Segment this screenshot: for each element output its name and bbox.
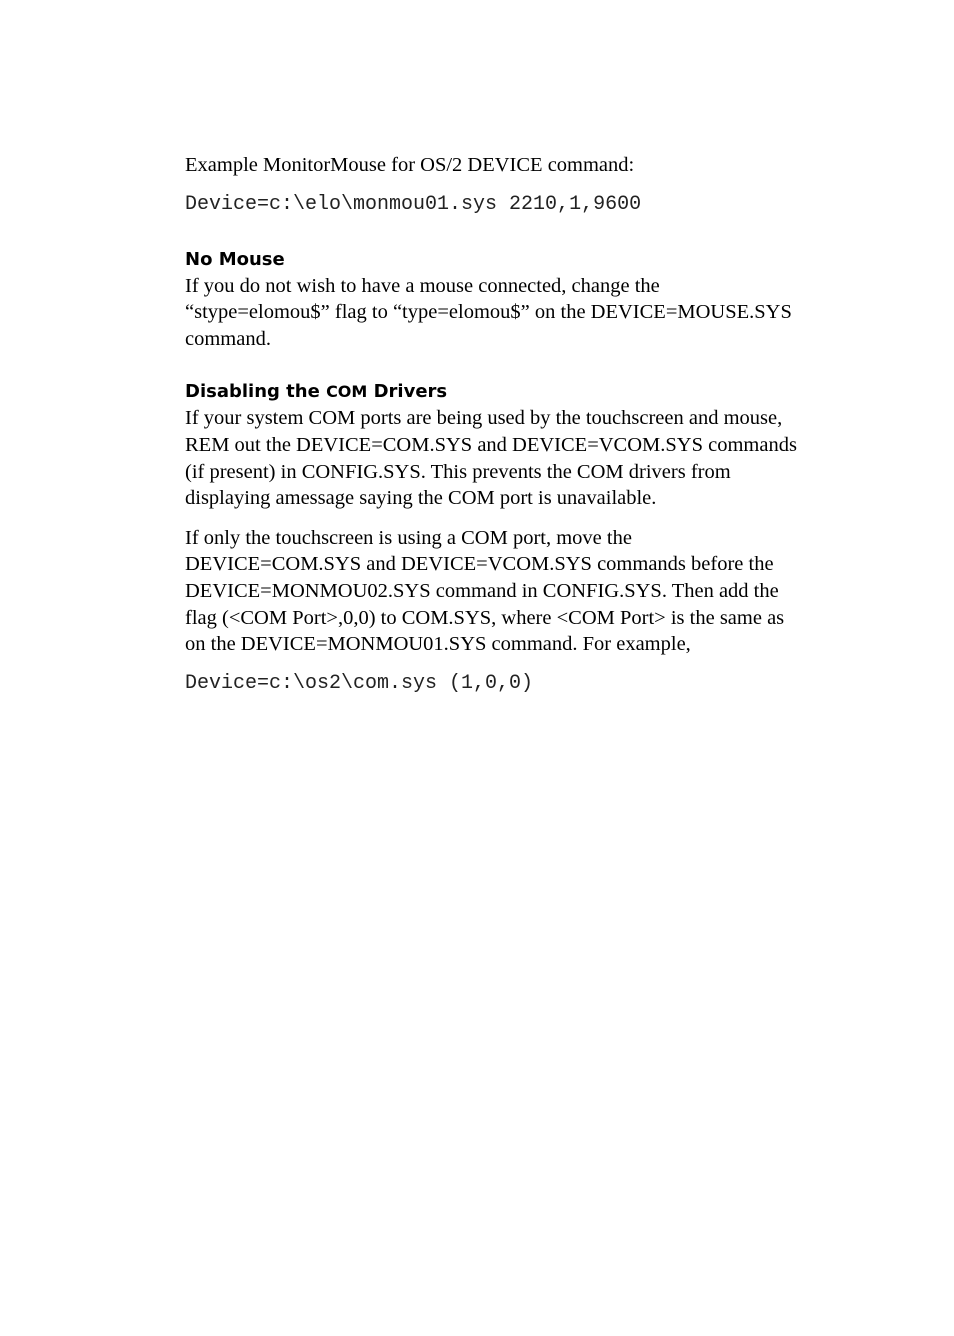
disabling-p2-line: If only the touchscreen is using a COM port, move the [185,526,632,549]
code-example-monmou: Device=c:\elo\monmou01.sys 2210,1,9600 [185,192,642,216]
disabling-p1-line: If your system COM ports are being used by the touchscreen and mouse, [185,407,783,430]
disabling-p2-line: DEVICE=COM.SYS and DEVICE=VCOM.SYS commands before the [185,553,774,576]
no-mouse-line: “stype=elomou$” flag to “type=elomou$” on the DEVICE=MOUSE.SYS [185,301,792,324]
disabling-p1-line: REM out the DEVICE=COM.SYS and DEVICE=VCOM.SYS commands [185,433,797,456]
disabling-p2-line: flag (<COM Port>,0,0) to COM.SYS, where <COM Port> is the same as [185,606,785,629]
no-mouse-line: command. [185,327,271,350]
disabling-p1-line: displaying amessage saying the COM port is unavailable. [185,487,657,510]
heading-disabling-post: Drivers [367,381,448,403]
document-page [185,152,865,697]
no-mouse-paragraph [185,273,865,353]
intro-paragraph: Example MonitorMouse for OS/2 DEVICE command: [185,154,635,176]
heading-disabling-pre: Disabling the [185,381,327,403]
disabling-p2-line: DEVICE=MONMOU02.SYS command in CONFIG.SYS. Then add the [185,579,779,602]
no-mouse-line: If you do not wish to have a mouse connected, change the [185,274,660,297]
disabling-p2-line: on the DEVICE=MONMOU01.SYS command. For example, [185,633,691,656]
disabling-paragraph-1 [185,405,865,511]
heading-disabling-com-drivers [185,381,865,403]
heading-disabling-com: COM [326,382,368,402]
disabling-p1-line: (if present) in CONFIG.SYS. This prevents the COM drivers from [185,460,731,483]
heading-no-mouse: No Mouse [185,248,285,270]
disabling-paragraph-2 [185,525,865,658]
code-example-com-sys: Device=c:\os2\com.sys (1,0,0) [185,671,534,695]
